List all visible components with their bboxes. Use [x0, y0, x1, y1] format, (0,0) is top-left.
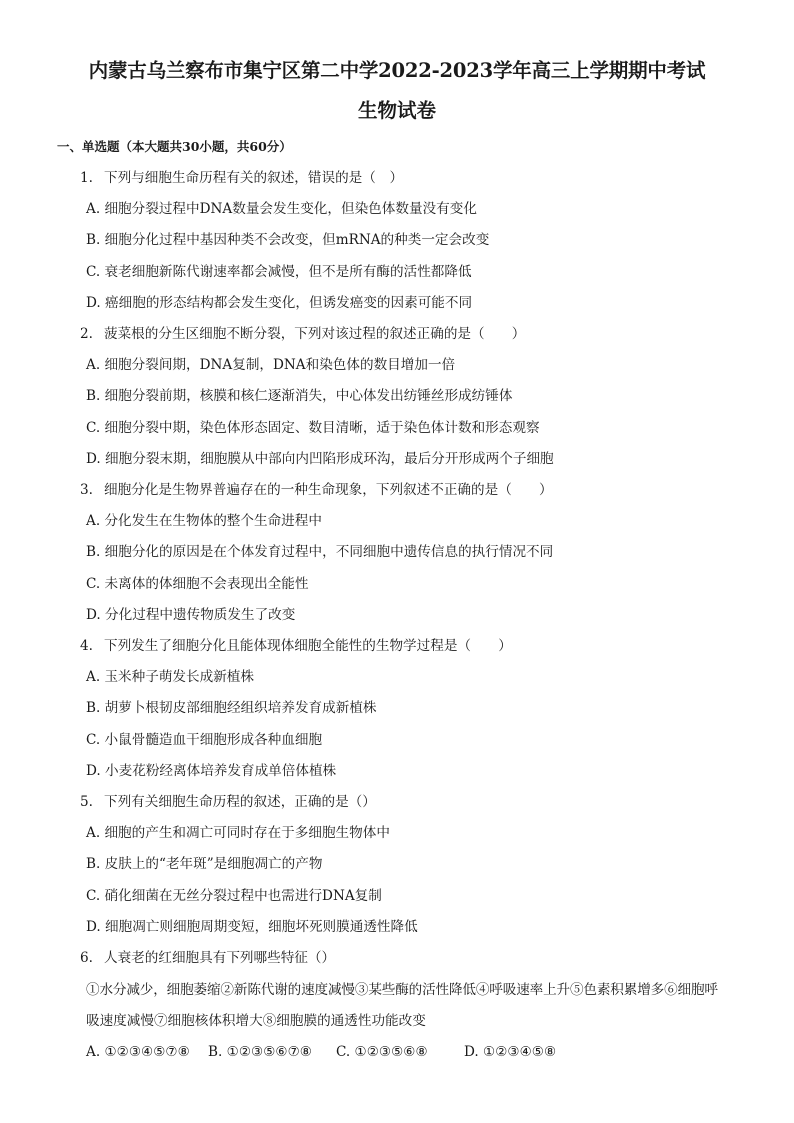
- question-number: 6.: [80, 950, 93, 966]
- answer-option: B. 细胞分化的原因是在个体发育过程中，不同细胞中遗传信息的执行情况不同: [86, 544, 554, 560]
- answer-option: A. 玉米种子萌发长成新植株: [86, 669, 254, 685]
- answer-option: C. 小鼠骨髓造血干细胞形成各种血细胞: [86, 732, 323, 748]
- question-text: 下列与细胞生命历程有关的叙述，错误的是（ ）: [104, 170, 404, 186]
- answer-option: D. ①②③④⑤⑧: [464, 1044, 557, 1060]
- question-text: 人衰老的红细胞具有下列哪些特征（）: [104, 950, 336, 966]
- answer-option: A. 分化发生在生物体的整个生命进程中: [86, 513, 322, 529]
- question-text: 细胞分化是生物界普遍存在的一种生命现象，下列叙述不正确的是（ ）: [104, 482, 553, 498]
- question-number: 3.: [80, 482, 93, 498]
- answer-option: B. 细胞分化过程中基因种类不会改变，但mRNA的种类一定会改变: [86, 232, 490, 248]
- answer-option: A. 细胞的产生和凋亡可同时存在于多细胞生物体中: [86, 825, 390, 841]
- question-stem: [80, 636, 512, 656]
- answer-options-row: [86, 1042, 556, 1062]
- answer-option: C. ①②③⑤⑥⑧: [336, 1044, 428, 1060]
- answer-option: D. 癌细胞的形态结构都会发生变化，但诱发癌变的因素可能不同: [86, 295, 473, 311]
- answer-option: D. 细胞分裂末期，细胞膜从中部向内凹陷形成环沟，最后分开形成两个子细胞: [86, 451, 554, 467]
- question-number: 5.: [80, 794, 93, 810]
- section-heading: 一、单选题（本大题共30小题，共60分）: [57, 139, 292, 154]
- answer-option: C. 衰老细胞新陈代谢速率都会减慢，但不是所有酶的活性都降低: [86, 264, 472, 280]
- answer-option: D. 小麦花粉经离体培养发育成单倍体植株: [86, 763, 337, 779]
- answer-option: A. 细胞分裂间期，DNA复制，DNA和染色体的数目增加一倍: [86, 357, 456, 373]
- answer-option: A. 细胞分裂过程中DNA数量会发生变化，但染色体数量没有变化: [86, 201, 477, 217]
- exam-subtitle: 生物试卷: [357, 99, 436, 122]
- answer-option: B. 细胞分裂前期，核膜和核仁逐渐消失，中心体发出纺锤丝形成纺锤体: [86, 388, 513, 404]
- question-number: 1.: [80, 170, 93, 186]
- question-body-text: ①水分减少，细胞萎缩②新陈代谢的速度减慢③某些酶的活性降低④呼吸速率上升⑤色素积累增多⑥细胞呼: [86, 982, 718, 998]
- question-stem: [80, 168, 403, 188]
- question-stem: [80, 480, 553, 500]
- answer-option: C. 硝化细菌在无丝分裂过程中也需进行DNA复制: [86, 888, 382, 904]
- question-number: 2.: [80, 326, 93, 342]
- answer-option: C. 细胞分裂中期，染色体形态固定、数目清晰，适于染色体计数和形态观察: [86, 420, 540, 436]
- answer-option: C. 未离体的体细胞不会表现出全能性: [86, 576, 309, 592]
- answer-option: B. 胡萝卜根韧皮部细胞经组织培养发育成新植株: [86, 700, 377, 716]
- exam-title: 内蒙古乌兰察布市集宁区第二中学2022-2023学年高三上学期期中考试: [88, 59, 706, 82]
- question-stem: [80, 324, 525, 344]
- answer-option: D. 细胞凋亡则细胞周期变短，细胞坏死则膜通透性降低: [86, 919, 418, 935]
- question-stem: [80, 948, 335, 968]
- question-text: 下列有关细胞生命历程的叙述，正确的是（）: [104, 794, 376, 810]
- answer-option: D. 分化过程中遗传物质发生了改变: [86, 607, 296, 623]
- question-number: 4.: [80, 638, 93, 654]
- answer-option: B. 皮肤上的“老年斑”是细胞凋亡的产物: [86, 856, 323, 872]
- question-stem: [80, 792, 376, 812]
- answer-option: A. ①②③④⑤⑦⑧: [86, 1044, 190, 1060]
- question-text: 菠菜根的分生区细胞不断分裂，下列对该过程的叙述正确的是（ ）: [104, 326, 526, 342]
- question-body-text: 吸速度减慢⑦细胞核体积增大⑧细胞膜的通透性功能改变: [86, 1013, 426, 1029]
- question-text: 下列发生了细胞分化且能体现体细胞全能性的生物学过程是（ ）: [104, 638, 512, 654]
- answer-option: B. ①②③⑤⑥⑦⑧: [208, 1044, 312, 1060]
